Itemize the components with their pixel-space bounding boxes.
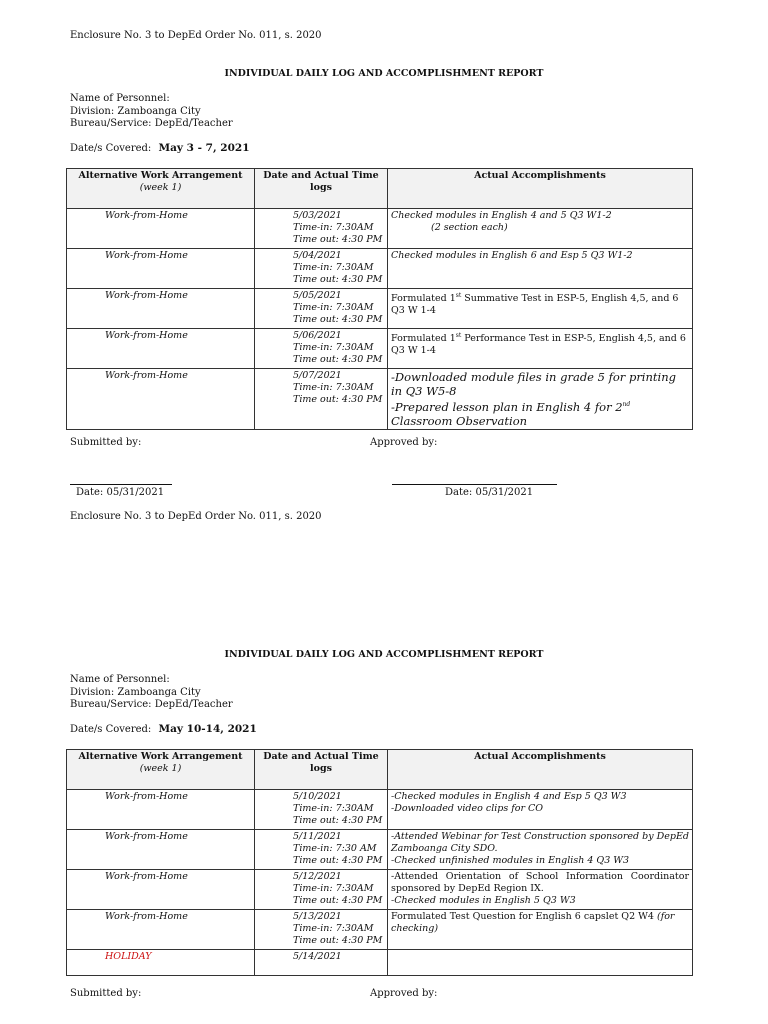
approved-signature-line	[392, 484, 557, 485]
log-table	[66, 168, 693, 430]
time-log-cell: 5/07/2021 Time-in: 7:30AM Time out: 4:30 PM	[255, 369, 388, 430]
accomplishment-cell: -Checked modules in English 4 and Esp 5 Q3 W3 -Downloaded video clips for CO	[388, 790, 693, 830]
bureau-service: Bureau/Service: DepEd/Teacher	[70, 699, 233, 710]
table-row	[67, 950, 693, 976]
table-row	[67, 369, 693, 430]
name-of-personnel: Name of Personnel:	[70, 93, 170, 104]
accomplishment-cell: Checked modules in English 6 and Esp 5 Q3 W1-2	[388, 249, 693, 289]
accomplishment-cell: Formulated 1st Summative Test in ESP-5, English 4,5, and 6 Q3 W 1-4	[388, 289, 693, 329]
arrangement-cell: Work-from-Home	[67, 289, 255, 329]
enclosure-header: Enclosure No. 3 to DepEd Order No. 011, s. 2020	[70, 30, 322, 41]
submitted-by-label: Submitted by:	[70, 437, 142, 448]
time-log-cell: 5/14/2021	[255, 950, 388, 976]
header-arrangement: Alternative Work Arrangement (week 1)	[67, 750, 255, 790]
time-log-cell: 5/03/2021 Time-in: 7:30AM Time out: 4:30 PM	[255, 209, 388, 249]
arrangement-cell: Work-from-Home	[67, 870, 255, 910]
accomplishment-cell: -Downloaded module files in grade 5 for printing in Q3 W5-8 -Prepared lesson plan in English 4 for 2nd Classroom Observation	[388, 369, 693, 430]
approved-by-label: Approved by:	[370, 437, 438, 448]
arrangement-cell: Work-from-Home	[67, 249, 255, 289]
table-row	[67, 329, 693, 369]
table-row	[67, 209, 693, 249]
table-row	[67, 249, 693, 289]
table-header-row	[67, 750, 693, 790]
dates-covered	[70, 723, 257, 735]
accomplishment-cell: -Attended Orientation of School Information Coordinator sponsored by DepEd Region IX. -Checked modules in English 5 Q3 W3	[388, 870, 693, 910]
report-title: INDIVIDUAL DAILY LOG AND ACCOMPLISHMENT REPORT	[224, 68, 544, 79]
header-arrangement: Alternative Work Arrangement (week 1)	[67, 169, 255, 209]
dates-covered-label: Date/s Covered:	[70, 143, 152, 154]
submitted-date: Date: 05/31/2021	[76, 487, 165, 498]
header-accomplishments: Actual Accomplishments	[388, 169, 693, 209]
table-row	[67, 289, 693, 329]
personnel-meta	[70, 674, 233, 712]
time-log-cell: 5/11/2021 Time-in: 7:30 AM Time out: 4:30 PM	[255, 830, 388, 870]
accomplishment-cell: Formulated 1st Performance Test in ESP-5, English 4,5, and 6 Q3 W 1-4	[388, 329, 693, 369]
submitted-by-label: Submitted by:	[70, 988, 142, 999]
division: Division: Zamboanga City	[70, 686, 201, 698]
time-log-cell: 5/05/2021 Time-in: 7:30AM Time out: 4:30 PM	[255, 289, 388, 329]
accomplishment-cell	[388, 950, 693, 976]
table-row	[67, 870, 693, 910]
personnel-meta	[70, 93, 233, 131]
table-row	[67, 910, 693, 950]
time-log-cell: 5/12/2021 Time-in: 7:30AM Time out: 4:30 PM	[255, 870, 388, 910]
approved-by-label: Approved by:	[370, 988, 438, 999]
arrangement-cell: Work-from-Home	[67, 209, 255, 249]
arrangement-cell: Work-from-Home	[67, 830, 255, 870]
enclosure-header: Enclosure No. 3 to DepEd Order No. 011, s. 2020	[70, 511, 322, 522]
arrangement-cell: Work-from-Home	[67, 329, 255, 369]
log-table	[66, 749, 693, 976]
dates-covered	[70, 142, 250, 154]
holiday-cell: HOLIDAY	[67, 950, 255, 976]
accomplishment-cell: Checked modules in English 4 and 5 Q3 W1-2 (2 section each)	[388, 209, 693, 249]
dates-covered-value: May 3 - 7, 2021	[158, 142, 250, 154]
time-log-cell: 5/13/2021 Time-in: 7:30AM Time out: 4:30 PM	[255, 910, 388, 950]
table-header-row	[67, 169, 693, 209]
header-date-time: Date and Actual Time logs	[255, 750, 388, 790]
table-row	[67, 830, 693, 870]
time-log-cell: 5/06/2021 Time-in: 7:30AM Time out: 4:30 PM	[255, 329, 388, 369]
time-log-cell: 5/04/2021 Time-in: 7:30AM Time out: 4:30 PM	[255, 249, 388, 289]
division: Division: Zamboanga City	[70, 105, 201, 117]
time-log-cell: 5/10/2021 Time-in: 7:30AM Time out: 4:30 PM	[255, 790, 388, 830]
dates-covered-label: Date/s Covered:	[70, 724, 152, 735]
arrangement-cell: Work-from-Home	[67, 369, 255, 430]
report-title: INDIVIDUAL DAILY LOG AND ACCOMPLISHMENT REPORT	[224, 649, 544, 660]
header-week: (week 1)	[139, 182, 182, 193]
bureau-service: Bureau/Service: DepEd/Teacher	[70, 118, 233, 129]
header-accomplishments: Actual Accomplishments	[388, 750, 693, 790]
dates-covered-value: May 10-14, 2021	[158, 723, 257, 735]
table-row	[67, 790, 693, 830]
arrangement-cell: Work-from-Home	[67, 910, 255, 950]
accomplishment-cell: Formulated Test Question for English 6 capslet Q2 W4 (for checking)	[388, 910, 693, 950]
arrangement-cell: Work-from-Home	[67, 790, 255, 830]
approved-date: Date: 05/31/2021	[445, 487, 534, 498]
header-week: (week 1)	[139, 763, 182, 774]
name-of-personnel: Name of Personnel:	[70, 674, 170, 685]
header-date-time: Date and Actual Time logs	[255, 169, 388, 209]
submitted-signature-line	[70, 484, 172, 485]
accomplishment-cell: -Attended Webinar for Test Construction sponsored by DepEd Zamboanga City SDO. -Checked unfinished modules in English 4 Q3 W3	[388, 830, 693, 870]
